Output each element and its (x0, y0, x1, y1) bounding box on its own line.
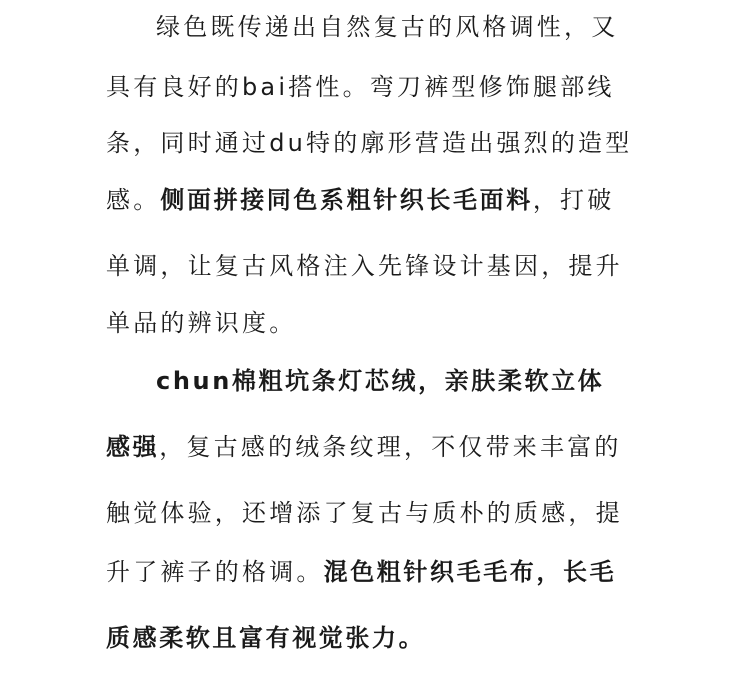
paragraph1-line1: 绿色既传递出自然复古的风格调性，又 (156, 13, 619, 41)
text-segment: 感。 (106, 186, 161, 214)
paragraph2-line2 (106, 432, 622, 462)
paragraph1-line4 (106, 185, 614, 215)
bold-text-segment: 感强 (106, 433, 160, 461)
paragraph2-line4 (106, 557, 616, 587)
paragraph2-line3: 触觉体验，还增添了复古与质朴的质感，提 (106, 499, 623, 527)
text-segment: ，复古感的绒条纹理，不仅带来丰富的 (159, 433, 622, 461)
paragraph2-line5: 质感柔软且富有视觉张力。 (106, 624, 426, 652)
paragraph1-line3: 条，同时通过du特的廓形营造出强烈的造型 (106, 129, 633, 157)
paragraph1-line5: 单调，让复古风格注入先锋设计基因，提升 (106, 252, 623, 280)
paragraph1-line6: 单品的辨识度。 (106, 309, 297, 337)
text-segment: ，打破 (532, 186, 615, 214)
text-segment: 升了裤子的格调。 (106, 558, 324, 586)
bold-text-segment: 混色粗针织毛毛布，长毛 (323, 558, 617, 586)
paragraph1-line2: 具有良好的bai搭性。弯刀裤型修饰腿部线 (106, 73, 615, 101)
paragraph2-line1: chun棉粗坑条灯芯绒，亲肤柔软立体 (156, 367, 605, 395)
bold-text-segment: 侧面拼接同色系粗针织长毛面料 (160, 186, 533, 214)
